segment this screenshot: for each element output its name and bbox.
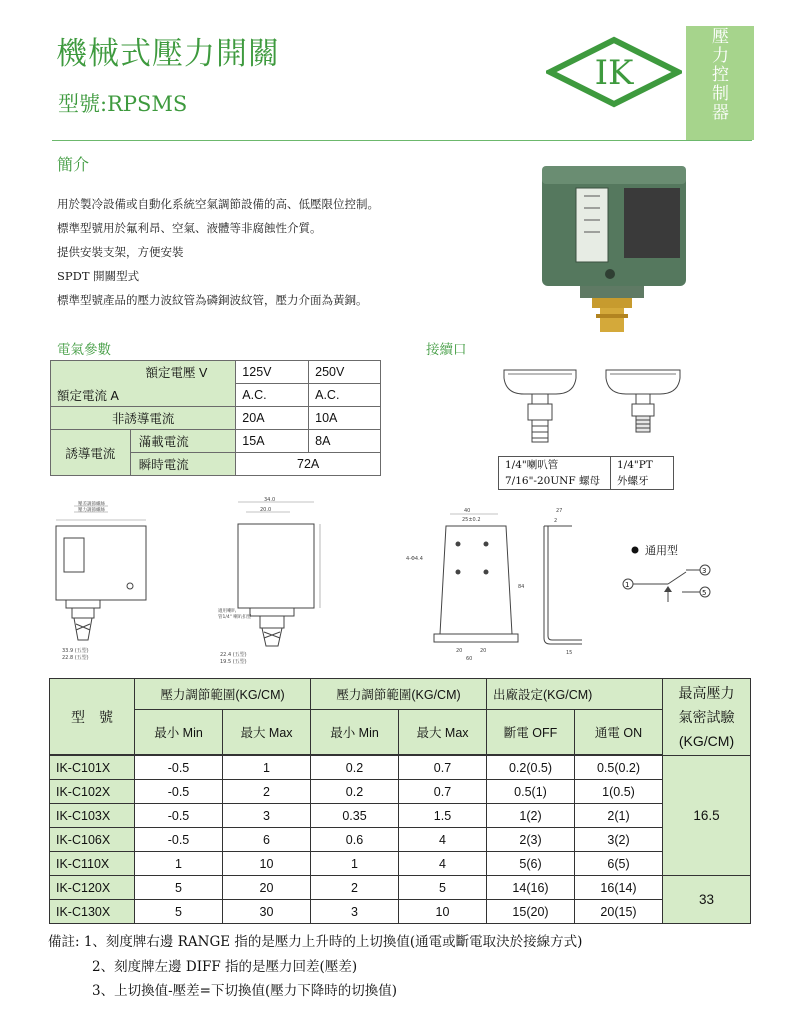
svg-text:4-Φ4.4: 4-Φ4.4 bbox=[406, 556, 423, 562]
flare-line2: 7/16"-20UNF 螺母 bbox=[499, 473, 611, 490]
note-line-2: 2、刻度牌左邊 DIFF 指的是壓力回差(壓差) bbox=[92, 959, 358, 975]
model-cell: IK-C103X bbox=[50, 804, 135, 828]
electrical-table bbox=[50, 360, 381, 476]
ni-250: 10A bbox=[309, 407, 381, 430]
table-cell: 0.7 bbox=[399, 780, 487, 804]
spec-table bbox=[49, 678, 751, 924]
table-cell: 0.35 bbox=[311, 804, 399, 828]
min-header: 最小 Min bbox=[311, 710, 399, 755]
table-cell: 2(1) bbox=[575, 804, 663, 828]
factory-header: 出廠設定(KG/CM) bbox=[487, 679, 663, 710]
table-cell: 15(20) bbox=[487, 900, 575, 924]
max-header-line: 最高壓力 bbox=[678, 685, 735, 701]
electrical-heading: 電氣參數 bbox=[57, 342, 111, 358]
model-number: 型號:RPSMS bbox=[58, 92, 188, 116]
intro-heading: 簡介 bbox=[57, 155, 90, 174]
svg-text:27: 27 bbox=[556, 508, 563, 514]
instant-label: 瞬時電流 bbox=[130, 453, 236, 476]
off-header: 斷電 OFF bbox=[487, 710, 575, 755]
side-tab-label: 壓力控制器 bbox=[712, 27, 729, 123]
table-cell: 0.7 bbox=[399, 756, 487, 780]
svg-text:60: 60 bbox=[466, 656, 473, 662]
max-pressure-16-5: 16.5 bbox=[663, 756, 751, 876]
table-cell: 30 bbox=[223, 900, 311, 924]
table-cell: 20(15) bbox=[575, 900, 663, 924]
min-header: 最小 Min bbox=[135, 710, 223, 755]
intro-line: SPDT 開關型式 bbox=[57, 269, 140, 283]
model-header: 型 號 bbox=[50, 679, 135, 755]
model-cell: IK-C110X bbox=[50, 852, 135, 876]
svg-text:20: 20 bbox=[456, 648, 463, 654]
intro-line: 標準型號產品的壓力波紋管為磷銅波紋管，壓力介面為黃銅。 bbox=[57, 293, 368, 307]
table-cell: 20 bbox=[223, 876, 311, 900]
table-cell: 1 bbox=[311, 852, 399, 876]
title-divider bbox=[52, 140, 752, 141]
inductive-label: 誘導電流 bbox=[51, 430, 131, 476]
svg-text:40: 40 bbox=[464, 508, 471, 514]
table-cell: 0.6 bbox=[311, 828, 399, 852]
on-header: 通電 ON bbox=[575, 710, 663, 755]
table-cell: 0.2 bbox=[311, 780, 399, 804]
connection-heading: 接續口 bbox=[426, 342, 467, 358]
ac2: A.C. bbox=[309, 384, 381, 407]
max-pressure-header bbox=[663, 679, 751, 756]
table-cell: 4 bbox=[399, 852, 487, 876]
svg-text:84: 84 bbox=[518, 584, 525, 590]
table-cell: 3 bbox=[311, 900, 399, 924]
product-photo bbox=[540, 162, 690, 338]
svg-text:通用型: 通用型 bbox=[645, 544, 678, 557]
table-cell: 1 bbox=[135, 852, 223, 876]
connection-labels bbox=[498, 456, 674, 490]
current-label: 額定電流 A bbox=[51, 384, 236, 407]
table-cell: 3(2) bbox=[575, 828, 663, 852]
range-header-1: 壓力調節範圍(KG/CM) bbox=[135, 679, 311, 710]
connection-drawing bbox=[496, 364, 696, 456]
ni-125: 20A bbox=[236, 407, 309, 430]
model-cell: IK-C120X bbox=[50, 876, 135, 900]
max-header: 最大 Max bbox=[399, 710, 487, 755]
table-cell: 5 bbox=[135, 900, 223, 924]
svg-text:34.0: 34.0 bbox=[264, 497, 276, 503]
svg-text:22.4 (五型): 22.4 (五型) bbox=[220, 652, 247, 658]
max-header: 最大 Max bbox=[223, 710, 311, 755]
model-cell: IK-C106X bbox=[50, 828, 135, 852]
table-cell: 16(14) bbox=[575, 876, 663, 900]
bracket-drawing bbox=[406, 504, 586, 666]
svg-text:2: 2 bbox=[554, 518, 558, 524]
pt-line2: 外螺牙 bbox=[611, 473, 674, 490]
table-cell: -0.5 bbox=[135, 828, 223, 852]
range-header-2: 壓力調節範圍(KG/CM) bbox=[311, 679, 487, 710]
table-cell: 2 bbox=[223, 780, 311, 804]
intro-line: 用於製冷設備或自動化系統空氣調節設備的高、低壓限位控制。 bbox=[57, 197, 379, 211]
ac1: A.C. bbox=[236, 384, 309, 407]
table-cell: -0.5 bbox=[135, 780, 223, 804]
svg-text:3: 3 bbox=[702, 567, 707, 575]
full-load-label: 滿載電流 bbox=[130, 430, 236, 453]
table-cell: 6(5) bbox=[575, 852, 663, 876]
wiring-diagram bbox=[620, 540, 730, 612]
max-header-line: 氣密試驗 bbox=[678, 709, 735, 725]
svg-text:33.9 (五型): 33.9 (五型) bbox=[62, 648, 89, 654]
front-view-drawing bbox=[44, 500, 174, 668]
table-cell: 1(0.5) bbox=[575, 780, 663, 804]
table-cell: 0.2(0.5) bbox=[487, 756, 575, 780]
table-cell: 5 bbox=[399, 876, 487, 900]
v250: 250V bbox=[309, 361, 381, 384]
v125: 125V bbox=[236, 361, 309, 384]
model-cell: IK-C102X bbox=[50, 780, 135, 804]
svg-text:15: 15 bbox=[566, 650, 573, 656]
note-line-1: 備註: 1、刻度牌右邊 RANGE 指的是壓力上升時的上切換值(通電或斷電取決於接線方式) bbox=[48, 934, 583, 950]
ik-logo bbox=[546, 36, 682, 108]
max-pressure-33: 33 bbox=[663, 876, 751, 924]
side-view-drawing bbox=[216, 496, 336, 668]
svg-text:壓力調節螺絲: 壓力調節螺絲 bbox=[78, 508, 105, 513]
max-header-line: (KG/CM) bbox=[678, 733, 735, 749]
svg-text:20: 20 bbox=[480, 648, 487, 654]
voltage-label: 額定電壓 V bbox=[51, 361, 236, 384]
table-cell: 1.5 bbox=[399, 804, 487, 828]
table-cell: -0.5 bbox=[135, 756, 223, 780]
svg-text:IK: IK bbox=[594, 53, 634, 93]
table-cell: 0.5(0.2) bbox=[575, 756, 663, 780]
table-cell: 2(3) bbox=[487, 828, 575, 852]
fl-125: 15A bbox=[236, 430, 309, 453]
table-cell: 14(16) bbox=[487, 876, 575, 900]
instant-value: 72A bbox=[236, 453, 381, 476]
table-cell: 0.2 bbox=[311, 756, 399, 780]
note-line-3: 3、上切換值-壓差=下切換值(壓力下降時的切換值) bbox=[92, 983, 397, 999]
table-cell: 1 bbox=[223, 756, 311, 780]
pt-line1: 1/4"PT bbox=[611, 457, 674, 474]
svg-text:25±0.2: 25±0.2 bbox=[462, 517, 481, 523]
svg-text:19.5 (五型): 19.5 (五型) bbox=[220, 659, 247, 665]
table-cell: 3 bbox=[223, 804, 311, 828]
non-inductive-label: 非誘導電流 bbox=[51, 407, 236, 430]
svg-text:1: 1 bbox=[625, 581, 630, 589]
table-cell: 5 bbox=[135, 876, 223, 900]
model-cell: IK-C130X bbox=[50, 900, 135, 924]
intro-line: 提供安裝支架，方便安裝 bbox=[57, 245, 184, 259]
svg-text:20.0: 20.0 bbox=[260, 507, 272, 513]
table-cell: 0.5(1) bbox=[487, 780, 575, 804]
page-title: 機械式壓力開關 bbox=[56, 36, 280, 72]
table-cell: 2 bbox=[311, 876, 399, 900]
svg-text:壓差調節螺絲: 壓差調節螺絲 bbox=[78, 502, 105, 507]
flare-line1: 1/4"喇叭管 bbox=[499, 457, 611, 474]
table-cell: 4 bbox=[399, 828, 487, 852]
table-cell: -0.5 bbox=[135, 804, 223, 828]
intro-line: 標準型號用於氟利昂、空氣、液體等非腐蝕性介質。 bbox=[57, 221, 322, 235]
svg-text:適用喇叭: 適用喇叭 bbox=[218, 609, 236, 614]
table-cell: 10 bbox=[223, 852, 311, 876]
table-cell: 6 bbox=[223, 828, 311, 852]
svg-text:管1/4" 喇叭扣型: 管1/4" 喇叭扣型 bbox=[218, 615, 252, 620]
table-cell: 5(6) bbox=[487, 852, 575, 876]
svg-text:5: 5 bbox=[702, 589, 707, 597]
table-cell: 1(2) bbox=[487, 804, 575, 828]
svg-text:22.8 (五型): 22.8 (五型) bbox=[62, 655, 89, 661]
table-cell: 10 bbox=[399, 900, 487, 924]
model-cell: IK-C101X bbox=[50, 756, 135, 780]
fl-250: 8A bbox=[309, 430, 381, 453]
